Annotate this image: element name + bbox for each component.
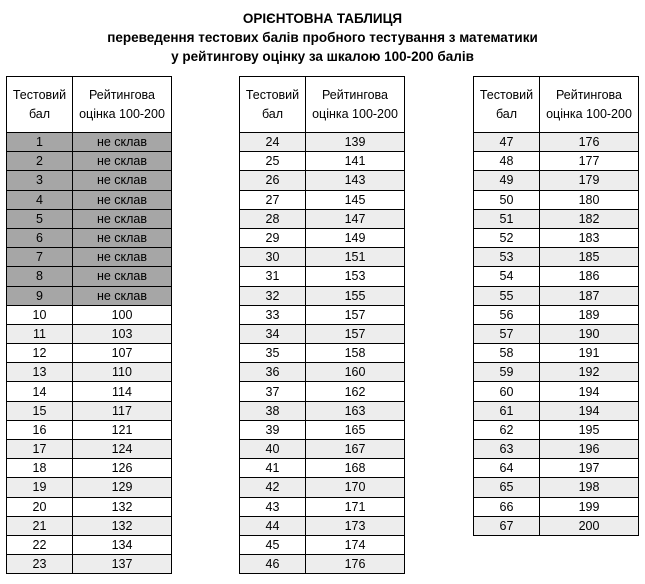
test-score-cell: 16: [7, 420, 73, 439]
table-row: [474, 459, 639, 478]
test-score-cell: 15: [7, 401, 73, 420]
rating-score-cell: 137: [73, 555, 172, 574]
test-score-cell: 18: [7, 459, 73, 478]
table-row: [7, 286, 172, 305]
test-score-cell: 63: [474, 440, 540, 459]
rating-score-cell: 141: [306, 152, 405, 171]
header-test-score: Тестовий бал: [474, 77, 540, 133]
rating-score-cell: 145: [306, 190, 405, 209]
rating-score-cell: 107: [73, 344, 172, 363]
test-score-cell: 54: [474, 267, 540, 286]
table-row: [240, 267, 405, 286]
rating-score-cell: 117: [73, 401, 172, 420]
table-row: [474, 440, 639, 459]
rating-score-cell: 194: [540, 401, 639, 420]
rating-score-cell: не склав: [73, 133, 172, 152]
table-row: [7, 363, 172, 382]
rating-score-cell: 168: [306, 459, 405, 478]
rating-score-cell: не склав: [73, 267, 172, 286]
test-score-cell: 22: [7, 535, 73, 554]
test-score-cell: 51: [474, 209, 540, 228]
rating-score-cell: 182: [540, 209, 639, 228]
test-score-cell: 50: [474, 190, 540, 209]
test-score-cell: 55: [474, 286, 540, 305]
table-row: [240, 478, 405, 497]
test-score-cell: 39: [240, 420, 306, 439]
test-score-cell: 37: [240, 382, 306, 401]
rating-score-cell: 132: [73, 516, 172, 535]
table-row: [474, 267, 639, 286]
rating-score-cell: 195: [540, 420, 639, 439]
test-score-cell: 52: [474, 228, 540, 247]
rating-score-cell: не склав: [73, 228, 172, 247]
table-row: [240, 228, 405, 247]
test-score-cell: 10: [7, 305, 73, 324]
test-score-cell: 28: [240, 209, 306, 228]
table-row: [7, 497, 172, 516]
conversion-table-2: [239, 76, 405, 574]
rating-score-cell: 132: [73, 497, 172, 516]
table-row: [240, 209, 405, 228]
test-score-cell: 41: [240, 459, 306, 478]
rating-score-cell: 160: [306, 363, 405, 382]
table-row: [474, 516, 639, 535]
test-score-cell: 59: [474, 363, 540, 382]
table-row: [474, 305, 639, 324]
test-score-cell: 46: [240, 555, 306, 574]
test-score-cell: 7: [7, 248, 73, 267]
table-row: [474, 382, 639, 401]
test-score-cell: 44: [240, 516, 306, 535]
header-test-score: Тестовий бал: [7, 77, 73, 133]
rating-score-cell: 187: [540, 286, 639, 305]
table-row: [240, 190, 405, 209]
test-score-cell: 58: [474, 344, 540, 363]
test-score-cell: 48: [474, 152, 540, 171]
rating-score-cell: не склав: [73, 171, 172, 190]
rating-score-cell: 196: [540, 440, 639, 459]
rating-score-cell: 176: [306, 555, 405, 574]
test-score-cell: 4: [7, 190, 73, 209]
conversion-table-1: [6, 76, 172, 574]
test-score-cell: 40: [240, 440, 306, 459]
rating-score-cell: 149: [306, 228, 405, 247]
table-header-row: [474, 77, 639, 133]
test-score-cell: 42: [240, 478, 306, 497]
test-score-cell: 29: [240, 228, 306, 247]
table-row: [7, 535, 172, 554]
rating-score-cell: 147: [306, 209, 405, 228]
table-row: [7, 440, 172, 459]
rating-score-cell: 186: [540, 267, 639, 286]
table-row: [474, 209, 639, 228]
table-row: [240, 555, 405, 574]
rating-score-cell: 134: [73, 535, 172, 554]
test-score-cell: 23: [7, 555, 73, 574]
rating-score-cell: 198: [540, 478, 639, 497]
rating-score-cell: 162: [306, 382, 405, 401]
test-score-cell: 12: [7, 344, 73, 363]
table-row: [240, 171, 405, 190]
test-score-cell: 8: [7, 267, 73, 286]
rating-score-cell: 157: [306, 305, 405, 324]
test-score-cell: 20: [7, 497, 73, 516]
table-row: [240, 152, 405, 171]
table-row: [7, 152, 172, 171]
table-row: [240, 305, 405, 324]
test-score-cell: 64: [474, 459, 540, 478]
table-row: [474, 420, 639, 439]
table-row: [7, 478, 172, 497]
test-score-cell: 13: [7, 363, 73, 382]
test-score-cell: 66: [474, 497, 540, 516]
rating-score-cell: 163: [306, 401, 405, 420]
test-score-cell: 3: [7, 171, 73, 190]
table-row: [474, 171, 639, 190]
rating-score-cell: 170: [306, 478, 405, 497]
test-score-cell: 53: [474, 248, 540, 267]
table-row: [474, 344, 639, 363]
table-row: [7, 344, 172, 363]
table-row: [7, 459, 172, 478]
rating-score-cell: 176: [540, 133, 639, 152]
table-row: [240, 363, 405, 382]
test-score-cell: 24: [240, 133, 306, 152]
rating-score-cell: 190: [540, 324, 639, 343]
rating-score-cell: не склав: [73, 286, 172, 305]
table-row: [474, 133, 639, 152]
rating-score-cell: 121: [73, 420, 172, 439]
test-score-cell: 45: [240, 535, 306, 554]
test-score-cell: 9: [7, 286, 73, 305]
table-row: [240, 497, 405, 516]
table-row: [474, 228, 639, 247]
rating-score-cell: 174: [306, 535, 405, 554]
table-row: [7, 190, 172, 209]
rating-score-cell: 103: [73, 324, 172, 343]
rating-score-cell: не склав: [73, 248, 172, 267]
table-row: [474, 286, 639, 305]
test-score-cell: 56: [474, 305, 540, 324]
table-row: [240, 133, 405, 152]
test-score-cell: 43: [240, 497, 306, 516]
test-score-cell: 60: [474, 382, 540, 401]
rating-score-cell: не склав: [73, 190, 172, 209]
test-score-cell: 31: [240, 267, 306, 286]
test-score-cell: 14: [7, 382, 73, 401]
table-row: [7, 209, 172, 228]
rating-score-cell: не склав: [73, 152, 172, 171]
test-score-cell: 21: [7, 516, 73, 535]
rating-score-cell: 100: [73, 305, 172, 324]
table-row: [474, 478, 639, 497]
table-row: [240, 248, 405, 267]
table-row: [7, 382, 172, 401]
rating-score-cell: 110: [73, 363, 172, 382]
title-line-1: ОРІЄНТОВНА ТАБЛИЦЯ: [242, 11, 403, 26]
rating-score-cell: 139: [306, 133, 405, 152]
table-row: [240, 440, 405, 459]
header-rating-score: Рейтингова оцінка 100-200: [540, 77, 639, 133]
rating-score-cell: не склав: [73, 209, 172, 228]
test-score-cell: 38: [240, 401, 306, 420]
rating-score-cell: 185: [540, 248, 639, 267]
test-score-cell: 27: [240, 190, 306, 209]
title-line-2: переведення тестових балів пробного тестування з математики: [107, 30, 538, 45]
table-row: [240, 286, 405, 305]
test-score-cell: 36: [240, 363, 306, 382]
rating-score-cell: 151: [306, 248, 405, 267]
test-score-cell: 47: [474, 133, 540, 152]
test-score-cell: 49: [474, 171, 540, 190]
rating-score-cell: 183: [540, 228, 639, 247]
rating-score-cell: 200: [540, 516, 639, 535]
test-score-cell: 6: [7, 228, 73, 247]
rating-score-cell: 194: [540, 382, 639, 401]
rating-score-cell: 124: [73, 440, 172, 459]
rating-score-cell: 155: [306, 286, 405, 305]
rating-score-cell: 191: [540, 344, 639, 363]
rating-score-cell: 126: [73, 459, 172, 478]
header-test-score: Тестовий бал: [240, 77, 306, 133]
table-row: [240, 459, 405, 478]
table-row: [474, 190, 639, 209]
table-row: [240, 344, 405, 363]
table-row: [474, 248, 639, 267]
table-row: [7, 267, 172, 286]
rating-score-cell: 179: [540, 171, 639, 190]
table-row: [474, 152, 639, 171]
test-score-cell: 1: [7, 133, 73, 152]
test-score-cell: 25: [240, 152, 306, 171]
table-row: [7, 516, 172, 535]
test-score-cell: 30: [240, 248, 306, 267]
table-row: [7, 228, 172, 247]
rating-score-cell: 157: [306, 324, 405, 343]
table-row: [7, 324, 172, 343]
table-row: [474, 401, 639, 420]
table-row: [474, 497, 639, 516]
rating-score-cell: 192: [540, 363, 639, 382]
rating-score-cell: 153: [306, 267, 405, 286]
table-row: [240, 535, 405, 554]
test-score-cell: 34: [240, 324, 306, 343]
table-row: [7, 248, 172, 267]
table-row: [7, 420, 172, 439]
header-rating-score: Рейтингова оцінка 100-200: [73, 77, 172, 133]
title-line-3: у рейтингову оцінку за шкалою 100-200 балів: [171, 49, 474, 64]
test-score-cell: 26: [240, 171, 306, 190]
test-score-cell: 17: [7, 440, 73, 459]
rating-score-cell: 171: [306, 497, 405, 516]
rating-score-cell: 173: [306, 516, 405, 535]
test-score-cell: 11: [7, 324, 73, 343]
conversion-table-3: [473, 76, 639, 536]
table-row: [240, 324, 405, 343]
rating-score-cell: 143: [306, 171, 405, 190]
test-score-cell: 33: [240, 305, 306, 324]
table-row: [240, 516, 405, 535]
test-score-cell: 35: [240, 344, 306, 363]
test-score-cell: 61: [474, 401, 540, 420]
rating-score-cell: 114: [73, 382, 172, 401]
test-score-cell: 67: [474, 516, 540, 535]
rating-score-cell: 177: [540, 152, 639, 171]
rating-score-cell: 165: [306, 420, 405, 439]
test-score-cell: 57: [474, 324, 540, 343]
rating-score-cell: 129: [73, 478, 172, 497]
rating-score-cell: 167: [306, 440, 405, 459]
document-title: [0, 9, 645, 66]
table-row: [7, 305, 172, 324]
rating-score-cell: 180: [540, 190, 639, 209]
test-score-cell: 65: [474, 478, 540, 497]
rating-score-cell: 189: [540, 305, 639, 324]
table-row: [7, 171, 172, 190]
table-header-row: [240, 77, 405, 133]
table-header-row: [7, 77, 172, 133]
rating-score-cell: 158: [306, 344, 405, 363]
rating-score-cell: 197: [540, 459, 639, 478]
test-score-cell: 19: [7, 478, 73, 497]
test-score-cell: 2: [7, 152, 73, 171]
table-row: [474, 324, 639, 343]
table-row: [7, 555, 172, 574]
test-score-cell: 62: [474, 420, 540, 439]
header-rating-score: Рейтингова оцінка 100-200: [306, 77, 405, 133]
test-score-cell: 5: [7, 209, 73, 228]
table-row: [240, 401, 405, 420]
table-row: [240, 420, 405, 439]
table-row: [474, 363, 639, 382]
rating-score-cell: 199: [540, 497, 639, 516]
table-row: [7, 133, 172, 152]
table-row: [240, 382, 405, 401]
test-score-cell: 32: [240, 286, 306, 305]
table-row: [7, 401, 172, 420]
